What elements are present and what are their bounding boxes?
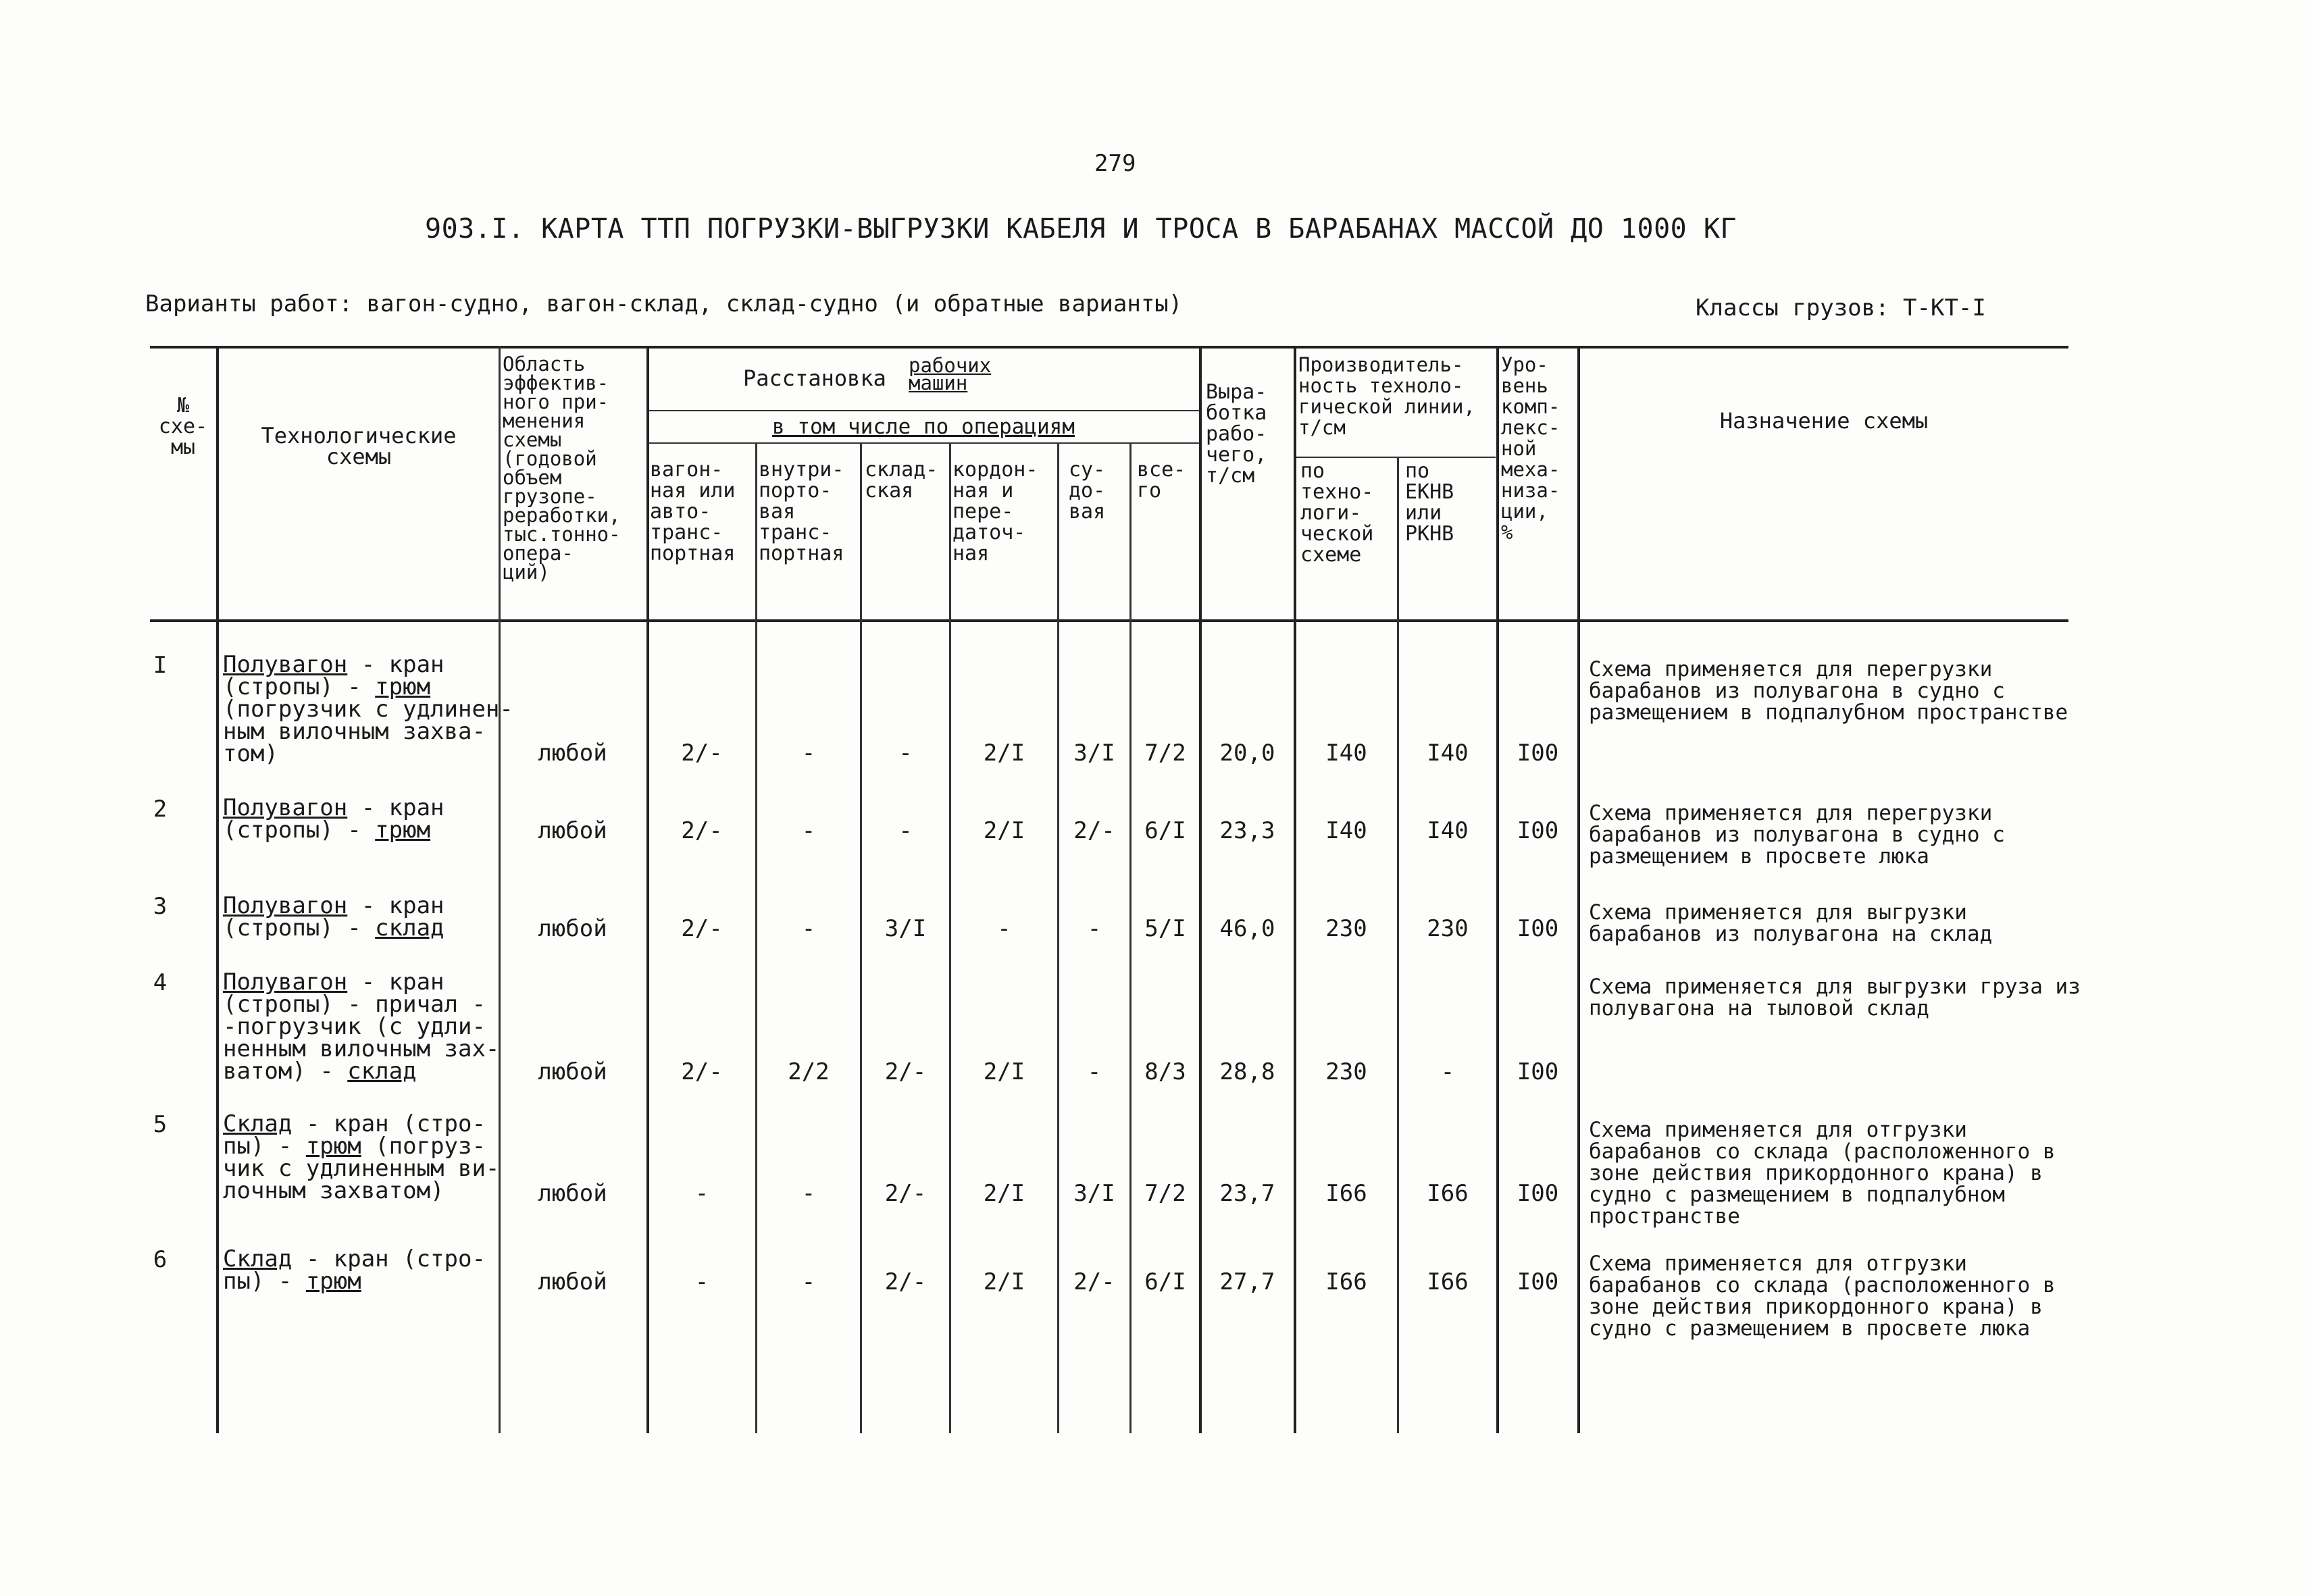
header-op-quay: кордон- ная и пере- даточ- ная [952,458,1038,565]
cell-prod-tech: I66 [1325,1268,1367,1295]
cell-op-quay: 2/I [983,817,1025,844]
cell-prod-tech: I66 [1325,1180,1367,1207]
cell-purpose: Схема применяется для перегрузки барабанов из полувагона в судно с размещением в подпалубном пространстве [1589,657,2068,725]
table-top-rule [150,346,2068,349]
cell-area: любой [538,740,607,767]
cell-op-quay: - [997,915,1011,942]
cell-prod-norm: 230 [1427,915,1469,942]
cell-purpose: Схема применяется для выгрузки барабанов из полувагона на склад [1589,900,1993,946]
header-scheme-number: № схе- мы [158,394,208,459]
cell-op-storage: 2/- [884,1058,927,1085]
productivity-divider-rule [1296,457,1496,458]
cell-mech-level: I00 [1517,1180,1559,1207]
cell-op-intraport: - [801,915,816,942]
cell-op-storage: - [898,817,913,844]
cell-output: 27,7 [1219,1268,1275,1295]
cell-area: любой [538,1180,607,1207]
ops-subdivider-rule [646,442,1200,444]
cell-output: 20,0 [1219,740,1275,767]
cell-prod-tech: I40 [1325,817,1367,844]
cell-op-total: 7/2 [1144,740,1186,767]
cell-op-intraport: - [801,1180,816,1207]
cell-prod-norm: I40 [1427,817,1469,844]
header-op-wagon: вагон- ная или авто- транс- портная [650,458,736,565]
cell-op-storage: 2/- [884,1268,927,1295]
cell-op-ship: 3/I [1073,740,1115,767]
cell-op-wagon: 2/- [681,740,723,767]
header-incl-operations: в том числе по операциям [772,415,1075,439]
cell-prod-tech: I40 [1325,740,1367,767]
cell-tech-scheme: Склад - кран (стро- пы) - трюм [223,1245,486,1295]
cell-op-wagon: - [694,1180,709,1207]
cell-tech-scheme: Полувагон - кран (стропы) - трюм (погрузчик с удлинен- ным вилочным захва- том) [223,651,513,767]
cell-op-total: 6/I [1144,817,1186,844]
cell-prod-norm: I40 [1427,740,1469,767]
cell-op-intraport: 2/2 [788,1058,830,1085]
cell-op-ship: 2/- [1073,817,1115,844]
cell-purpose: Схема применяется для отгрузки барабанов со склада (расположенного в зоне действия прикордонного крана) в судно с размещением в просвете люка [1589,1252,2056,1341]
cell-op-intraport: - [801,817,816,844]
page-number: 279 [1094,150,1136,177]
cell-output: 23,7 [1219,1180,1275,1207]
cell-area: любой [538,817,607,844]
cell-op-ship: 3/I [1073,1180,1115,1207]
cell-tech-scheme: Склад - кран (стро- пы) - трюм (погруз- чик с удлиненным ви- лочным захватом) [223,1110,500,1204]
cell-tech-scheme: Полувагон - кран (стропы) - склад [223,892,444,942]
cell-tech-scheme: Полувагон - кран (стропы) - трюм [223,794,444,844]
cell-scheme-number: I [153,652,168,679]
cell-purpose: Схема применяется для отгрузки барабанов со склада (расположенного в зоне действия прикордонного крана) в судно с размещением в подпалубном пространстве [1589,1118,2056,1229]
cell-purpose: Схема применяется для выгрузки груза из полувагона на тыловой склад [1589,975,2081,1021]
cell-op-wagon: 2/- [681,915,723,942]
cell-mech-level: I00 [1517,740,1559,767]
header-prod-tech: по техно- логи- ческой схеме [1300,459,1374,567]
header-tech-schemes: Технологические схемы [261,423,457,469]
cell-op-total: 6/I [1144,1268,1186,1295]
cell-op-total: 7/2 [1144,1180,1186,1207]
header-productivity: Производитель- ность техноло- гической линии, т/см [1298,353,1475,439]
cell-op-intraport: - [801,1268,816,1295]
cell-scheme-number: 2 [153,796,168,823]
cell-scheme-number: 5 [153,1111,168,1138]
header-mech-level: Уро- вень комп- лекс- ной меха- низа- ции, % [1501,353,1560,544]
cargo-classes: Классы грузов: Т-КТ-I [1696,294,1986,321]
cell-output: 28,8 [1219,1058,1275,1085]
header-op-total: все- го [1137,458,1186,503]
header-prod-norm: по ЕКНВ или РКНВ [1405,459,1454,546]
cell-output: 46,0 [1219,915,1275,942]
cell-purpose: Схема применяется для перегрузки барабанов из полувагона в судно с размещением в просвете люка [1589,801,2005,869]
cell-op-storage: 2/- [884,1180,927,1207]
cell-tech-scheme: Полувагон - кран (стропы) - причал - -погрузчик (с удли- ненным вилочным зах- ватом) - склад [223,969,500,1085]
cell-mech-level: I00 [1517,1058,1559,1085]
cell-op-total: 5/I [1144,915,1186,942]
header-op-storage: склад- ская [865,458,938,503]
column-rule [216,346,219,1433]
cell-op-quay: 2/I [983,1180,1025,1207]
cell-op-total: 8/3 [1144,1058,1186,1085]
cell-op-ship: - [1087,915,1102,942]
cell-op-ship: 2/- [1073,1268,1115,1295]
header-op-intraport: внутри- порто- вая транс- портная [759,458,844,565]
cell-prod-tech: 230 [1325,915,1367,942]
cell-scheme-number: 3 [153,893,168,920]
header-area: Область эффектив- ного при- менения схемы (годовой объем грузопе- реработки, тыс.тонно- опера- ций) [503,353,621,584]
cell-op-quay: 2/I [983,1058,1025,1085]
cell-op-wagon: - [694,1268,709,1295]
cell-prod-norm: - [1440,1058,1455,1085]
work-variants: Варианты работ: вагон-судно, вагон-склад, склад-судно (и обратные варианты) [145,290,1183,317]
cell-op-quay: 2/I [983,1268,1025,1295]
cell-mech-level: I00 [1517,1268,1559,1295]
cell-op-storage: 3/I [884,915,927,942]
cell-op-wagon: 2/- [681,1058,723,1085]
cell-op-wagon: 2/- [681,817,723,844]
document-title: 903.I. КАРТА ТТП ПОГРУЗКИ-ВЫГРУЗКИ КАБЕЛЯ И ТРОСА В БАРАБАНАХ МАССОЙ ДО 1000 КГ [425,213,1737,244]
header-output: Выра- ботка рабо- чего, т/см [1206,380,1267,488]
cell-mech-level: I00 [1517,817,1559,844]
cell-prod-tech: 230 [1325,1058,1367,1085]
cell-op-quay: 2/I [983,740,1025,767]
cell-mech-level: I00 [1517,915,1559,942]
cell-area: любой [538,1058,607,1085]
ops-divider-rule [646,410,1200,411]
header-purpose: Назначение схемы [1719,408,1929,434]
cell-op-intraport: - [801,740,816,767]
cell-op-storage: - [898,740,913,767]
column-rule [1577,346,1580,1433]
cell-prod-norm: I66 [1427,1268,1469,1295]
cell-output: 23,3 [1219,817,1275,844]
cell-area: любой [538,915,607,942]
header-op-ship: су- до- вая [1069,458,1106,523]
cell-op-ship: - [1087,1058,1102,1085]
cell-area: любой [538,1268,607,1295]
cell-scheme-number: 4 [153,969,168,996]
cell-scheme-number: 6 [153,1246,168,1273]
header-placement: Расстановка [743,365,886,391]
cell-prod-norm: I66 [1427,1180,1469,1207]
header-placement-machines: рабочих машин [909,354,992,394]
table-header-bottom-rule [150,619,2068,622]
